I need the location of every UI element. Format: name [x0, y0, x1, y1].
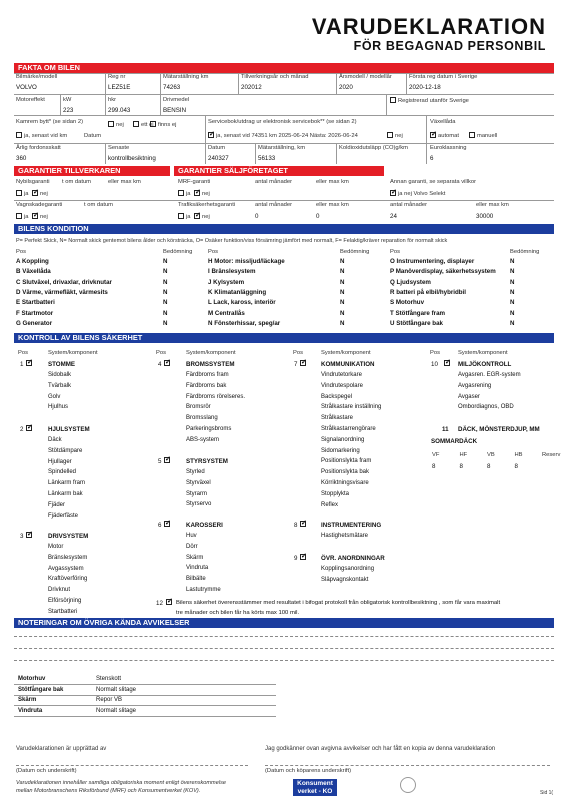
kov-logo-line-2: verket - KO: [297, 787, 333, 795]
footer-right-label: Jag godkänner ovan avgivna avvikelser och har fått en kopia av denna varudeklaration: [265, 746, 496, 752]
safety-item: Länkarm fram: [48, 480, 86, 487]
safety-item: Positionslykta bak: [321, 469, 370, 476]
brand-value: VOLVO: [16, 84, 37, 91]
gear-manual-checkbox[interactable]: [469, 132, 497, 139]
condition-item-label: Q Ljudsystem: [390, 278, 431, 286]
condition-item-label: P Manöverdisplay, säkerhetssystem: [390, 268, 496, 276]
safety-item: Parkeringsbroms: [186, 426, 232, 432]
traffic-km-label: eller max km: [316, 202, 349, 208]
other-warranty-label: Annan garanti, se separata villkor: [390, 179, 477, 185]
tyres-sub: SOMMARDÄCK: [431, 438, 478, 445]
note-value: Repor VB: [96, 697, 123, 703]
condition-item-label: R batteri på elbil/hybridbil: [390, 288, 466, 296]
safety-item: Fjäder: [48, 501, 66, 508]
condition-item-value: N: [510, 309, 515, 317]
safety-group-title: STYRSYSTEM: [186, 458, 228, 465]
safety-item: Avgassystem: [48, 565, 84, 572]
kw-label: kW: [63, 97, 72, 103]
other-months-value: 24: [390, 213, 397, 220]
tyre-col-label: HB: [514, 452, 523, 458]
safety-item: ABS-system: [186, 436, 220, 443]
safety-item: Däck: [48, 437, 62, 443]
p12-text-1: Bilens säkerhet överensstämmer med resultatet i bifogat protokoll från obligatorisk kontrollbesiktning , som får vara maximalt: [176, 600, 501, 606]
safety-item: Bromsrör: [186, 404, 211, 411]
condition-item-label: U Stötfångare bak: [390, 319, 443, 327]
safety-group-pos: 7: [294, 361, 298, 368]
tyres-pos: 11: [442, 426, 449, 433]
tyre-col-label: VB: [487, 452, 495, 458]
mrf-yes-checkbox[interactable]: [178, 190, 191, 197]
condition-item-label: G Generator: [16, 319, 53, 327]
safety-item: Motor: [48, 544, 64, 550]
mrf-label: MRF-garanti: [178, 179, 211, 185]
safety-item: Bromsslang: [186, 415, 218, 422]
condition-item-value: N: [510, 258, 515, 265]
safety-item: Hjullager: [48, 458, 72, 465]
note-value: Normalt slitage: [96, 686, 137, 693]
kov-logo-line-1: Konsument: [297, 780, 333, 787]
condition-item-value: N: [340, 299, 345, 307]
mrf-yes-label: ja: [186, 191, 191, 197]
footer-right-sign: (Datum och köparens underskrift): [265, 768, 352, 774]
belt-na-checkbox[interactable]: [150, 121, 176, 128]
safety-item: Styrarm: [186, 490, 207, 497]
safety-col-pos: Pos: [18, 350, 28, 356]
cond-col-pos-2: Pos: [208, 249, 218, 255]
body-to-label: t om datum: [84, 202, 113, 208]
first-reg-value: 2020-12-18: [409, 84, 441, 91]
safety-item: Positionslykta fram: [321, 458, 372, 465]
safety-item: Vindrutetorkare: [321, 372, 362, 378]
mfg-value: 202012: [241, 84, 262, 91]
safety-group-title: DRIVSYSTEM: [48, 533, 89, 540]
konsumentverket-logo: [293, 779, 337, 796]
condition-item-value: N: [340, 268, 345, 276]
condition-item-label: T Stötfångare fram: [390, 309, 446, 317]
safety-item: Startbatteri: [48, 608, 78, 615]
reg-value: LEZ51E: [108, 84, 131, 91]
traffic-months-label: antal månader: [255, 202, 293, 208]
safety-item: Skärm: [186, 554, 204, 561]
section-fakta-header: FAKTA OM BILEN: [14, 63, 554, 73]
brand-label: Bilmärke/modell: [16, 74, 58, 80]
abroad-label: Registrerad utanför Sverige: [398, 98, 469, 104]
model-year-value: 2020: [339, 84, 353, 91]
condition-item-value: N: [340, 288, 345, 296]
safety-group-pos: 1: [20, 361, 24, 368]
safety-item: Huv: [186, 533, 197, 539]
safety-group-title: MILJÖKONTROLL: [458, 361, 512, 368]
model-year-label: Årsmodell / modellår: [339, 74, 392, 80]
safety-item: Hjulhus: [48, 404, 69, 411]
kw-value: 223: [63, 107, 74, 114]
newcar-km-label: eller max km: [108, 179, 141, 185]
mrf-no-label: nej: [202, 191, 210, 197]
footer-left-sign: (Datum och underskrift): [16, 768, 77, 774]
insp-date-label: Datum: [208, 145, 226, 151]
safety-group-pos: 3: [20, 533, 24, 540]
safety-item: Avgaser: [458, 393, 480, 400]
service-yes-checkbox[interactable]: [208, 132, 358, 139]
condition-item-label: L Lack, kaross, interiör: [208, 299, 276, 307]
condition-item-label: I Bränslesystem: [208, 268, 256, 276]
safety-col-sys: System/komponent: [48, 350, 98, 356]
condition-legend: P= Perfekt Skick, N= Normalt skick gentemot bilens ålder och körsträcka, O= Osäker funktion/viss försämring jämfört med normalt, F= Felaktig/kräver reparation för normalt skick: [16, 238, 448, 244]
condition-item-label: E Startbatteri: [16, 299, 55, 307]
safety-item: Färdbroms rörelseres.: [186, 393, 246, 400]
condition-item-label: D Värme, värmefläkt, värmesits: [16, 288, 108, 296]
safety-group-pos: 2: [20, 426, 24, 433]
safety-item: Sidomarkering: [321, 447, 360, 454]
body-warranty-label: Vagnskadegaranti: [16, 202, 63, 208]
traffic-no-checkbox[interactable]: [194, 213, 210, 220]
fuel-label: Drivmedel: [163, 97, 190, 103]
safety-col-sys-3: System/komponent: [321, 350, 371, 356]
abroad-checkbox[interactable]: [390, 97, 469, 104]
condition-item-label: A Koppling: [16, 258, 49, 265]
safety-item: Bilbälte: [186, 576, 206, 583]
tyre-col-label: VF: [432, 452, 440, 458]
safety-item: Strålkastarrengörare: [321, 426, 376, 432]
safety-item: Ombordiagnos, OBD: [458, 404, 514, 411]
condition-item-value: N: [510, 319, 515, 327]
traffic-km-value: 0: [316, 213, 320, 220]
newcar-no-checkbox[interactable]: [32, 190, 48, 197]
tax-value: 360: [16, 155, 27, 162]
section-warranty-mfr-header: GARANTIER TILLVERKAREN: [14, 166, 170, 176]
safety-item: Strålkastare: [321, 415, 354, 422]
cond-col-bed-2: Bedömning: [340, 249, 370, 255]
other-km-label: eller max km: [476, 202, 509, 208]
condition-item-label: O Instrumentering, displayer: [390, 258, 475, 265]
condition-item-label: F Startmotor: [16, 309, 54, 317]
safety-item: Spindelled: [48, 469, 77, 476]
cond-col-bed: Bedömning: [163, 249, 193, 255]
condition-item-value: N: [163, 278, 168, 286]
service-label: Servicebok/utdrag ur elektronisk servicebok** (se sidan 2): [208, 119, 357, 125]
safety-group-checkbox[interactable]: [164, 360, 172, 367]
safety-group-title: KAROSSERI: [186, 522, 223, 529]
co2-label: Koldioxidutsläpp (CO)g/km: [339, 145, 408, 151]
safety-item: Lastutrymme: [186, 587, 221, 593]
condition-item-value: N: [340, 258, 345, 265]
safety-group-checkbox[interactable]: [300, 554, 308, 561]
safety-group-checkbox[interactable]: [26, 532, 34, 539]
other-months-label: antal månader: [390, 202, 428, 208]
hk-value: 299.043: [108, 107, 131, 114]
note-key: Stötfångare bak: [18, 686, 64, 693]
traffic-label: Trafiksäkerhetsgaranti: [178, 202, 236, 208]
safety-item: Styrled: [186, 469, 205, 475]
body-yes-label: ja: [24, 214, 29, 220]
cond-col-pos-3: Pos: [390, 249, 400, 255]
safety-item: Fjäderfäste: [48, 512, 79, 519]
belt-yes-checkbox[interactable]: [16, 132, 67, 139]
safety-group-checkbox[interactable]: [300, 360, 308, 367]
belt-label: Kamrem bytt* (se sidan 2): [16, 119, 84, 125]
condition-item-label: C Slutväxel, drivaxlar, drivknutar: [16, 278, 112, 286]
belt-na-label: finns ej: [158, 122, 177, 128]
note-key: Vindruta: [18, 707, 43, 714]
traffic-yes-label: ja: [186, 214, 191, 220]
safety-item: Bränslesystem: [48, 554, 88, 561]
tyres-head: DÄCK, MÖNSTERDJUP, MM: [458, 426, 540, 433]
traffic-months-value: 0: [255, 213, 259, 220]
body-no-label: nej: [40, 214, 48, 220]
safety-item: Backspegel: [321, 393, 353, 400]
section-notes-header: NOTERINGAR OM ÖVRIGA KÄNDA AVVIKELSER: [14, 618, 554, 628]
safety-group-pos: 5: [158, 458, 162, 465]
last-inspection-value: kontrollbesiktning: [108, 155, 156, 162]
belt-yes-label: ja, senast vid km: [24, 133, 68, 139]
condition-item-value: N: [510, 268, 515, 276]
condition-item-value: N: [163, 268, 168, 276]
mrf-km-label: eller max km: [316, 179, 349, 185]
condition-item-value: N: [510, 288, 515, 296]
condition-item-value: N: [163, 288, 168, 296]
service-yes-label: ja, senast vid 74351 km 2025-06-24 Nästa: 2026-06-24: [216, 133, 358, 139]
service-no-checkbox[interactable]: [387, 132, 403, 139]
mileage-label: Mätarställning km: [163, 74, 209, 80]
safety-item: Styrväxel: [186, 479, 211, 486]
tyre-col-value: 8: [487, 463, 491, 470]
safety-group-pos: 6: [158, 522, 162, 529]
safety-item: Kraftöverföring: [48, 576, 88, 583]
safety-col-sys-4: System/komponent: [458, 350, 508, 356]
fuel-value: BENSIN: [163, 107, 187, 114]
safety-group-title: INSTRUMENTERING: [321, 522, 382, 529]
reg-label: Reg nr: [108, 74, 126, 80]
safety-col-pos-4: Pos: [430, 350, 440, 356]
mfg-label: Tillverkningsår och månad: [241, 74, 309, 80]
safety-group-checkbox[interactable]: [300, 521, 308, 528]
page-subtitle: FÖR BEGAGNAD PERSONBIL: [353, 39, 546, 53]
safety-group-pos: 10: [431, 361, 438, 368]
safety-col-pos-2: Pos: [156, 350, 166, 356]
condition-item-label: B Växellåda: [16, 268, 51, 276]
signature-line-buyer[interactable]: [265, 765, 550, 766]
p12-checkbox[interactable]: [166, 599, 174, 606]
tyre-col-label: Reserv: [542, 452, 561, 458]
power-label: Motoreffekt: [16, 97, 45, 103]
last-inspection-label: Senaste: [108, 145, 130, 151]
belt-ej-label: ett ej: [141, 122, 154, 128]
safety-item: Dörr: [186, 543, 198, 550]
gear-label: Växellåda: [430, 119, 456, 125]
safety-item: Signalanordning: [321, 436, 365, 443]
safety-group-title: HJULSYSTEM: [48, 426, 90, 433]
belt-no-checkbox[interactable]: [108, 121, 124, 128]
newcar-yes-label: ja: [24, 191, 29, 197]
safety-group-title: ÖVR. ANORDNINGAR: [321, 555, 385, 562]
other-km-value: 30000: [476, 213, 494, 220]
tyre-col-value: 8: [514, 463, 518, 470]
mrf-no-checkbox[interactable]: [194, 190, 210, 197]
traffic-no-label: nej: [202, 214, 210, 220]
newcar-label: Nybilsgaranti: [16, 179, 50, 185]
safety-col-pos-3: Pos: [293, 350, 303, 356]
hk-label: hkr: [108, 97, 117, 103]
safety-item: Kopplingsanordning: [321, 566, 375, 572]
cond-col-bed-3: Bedömning: [510, 249, 540, 255]
safety-group-pos: 8: [294, 522, 298, 529]
safety-item: Tvärbalk: [48, 382, 72, 389]
safety-item: Hastighetsmätare: [321, 533, 369, 539]
signature-line-seller[interactable]: [16, 765, 248, 766]
footer-note-2: mellan Motorbranschens Riksförbund (MRF) och Konsumentverket (KOV).: [16, 788, 201, 794]
safety-item: Körriktningsvisare: [321, 480, 369, 486]
note-value: Stenskott: [96, 676, 122, 682]
safety-item: Strålkastare inställning: [321, 404, 382, 411]
safety-item: Drivknut: [48, 587, 71, 594]
newcar-to-label: t om datum: [62, 179, 91, 185]
gear-manual-label: manuell: [477, 133, 498, 139]
other-warranty-value: ja nej Volvo Selekt: [398, 191, 446, 197]
section-warranty-seller-header: GARANTIER SÄLJFÖRETAGET: [174, 166, 384, 176]
safety-item: Länkarm bak: [48, 491, 83, 497]
euro-label: Euroklassning: [430, 145, 467, 151]
note-key: Motorhuv: [18, 676, 46, 682]
note-key: Skärm: [18, 697, 37, 703]
safety-item: Färdbroms bak: [186, 382, 227, 389]
safety-group-checkbox[interactable]: [164, 457, 172, 464]
condition-item-value: N: [163, 299, 168, 307]
mileage-value: 74263: [163, 84, 181, 91]
safety-item: Reflex: [321, 501, 339, 508]
note-value: Normalt slitage: [96, 707, 137, 714]
condition-item-value: N: [163, 258, 168, 265]
condition-item-label: J Kylsystem: [208, 278, 245, 286]
safety-group-checkbox[interactable]: [444, 360, 452, 367]
p12-text-2: tre månader och bilen får ha körts max 100 mil.: [176, 610, 300, 616]
condition-item-value: N: [340, 309, 345, 317]
first-reg-label: Första reg datum i Sverige: [409, 74, 478, 80]
gear-auto-label: automat: [438, 133, 459, 139]
safety-item: Vindrutespolare: [321, 382, 363, 389]
safety-item: Elförsörjning: [48, 598, 82, 604]
condition-item-value: N: [163, 309, 168, 317]
safety-group-checkbox[interactable]: [26, 425, 34, 432]
other-warranty-checkbox[interactable]: [390, 190, 445, 197]
safety-item: Stötdämpare: [48, 447, 83, 454]
section-safety-header: KONTROLL AV BILENS SÄKERHET: [14, 333, 554, 343]
insp-km-value: 56133: [258, 155, 276, 162]
condition-item-label: S Motorhuv: [390, 299, 425, 307]
section-condition-header: BILENS KONDITION: [14, 224, 554, 234]
gear-auto-checkbox[interactable]: [430, 132, 459, 139]
footer-note-1: Varudeklarationen innehåller samtliga obligatoriska moment enligt överenskommelse: [16, 780, 226, 786]
safety-item: Styrservo: [186, 501, 212, 508]
euro-value: 6: [430, 155, 434, 162]
body-yes-checkbox[interactable]: [16, 213, 29, 220]
safety-item: Släpvagnskontakt: [321, 576, 369, 583]
safety-group-title: BROMSSYSTEM: [186, 361, 235, 368]
mrf-months-label: antal månader: [255, 179, 293, 185]
condition-item-label: H Motor: missljud/läckage: [208, 258, 285, 265]
belt-date-label: Datum: [84, 133, 102, 139]
condition-item-label: N Fönsterhissar, speg/ar: [208, 319, 281, 327]
service-no-label: nej: [395, 133, 403, 139]
condition-item-value: N: [163, 319, 168, 327]
page-number: Sid 1(: [540, 790, 554, 796]
safety-group-checkbox[interactable]: [164, 521, 172, 528]
tyre-col-value: 8: [459, 463, 463, 470]
tyre-col-label: HF: [459, 452, 468, 458]
safety-col-sys-2: System/komponent: [186, 350, 236, 356]
p12-pos: 12: [156, 600, 163, 607]
safety-group-title: KOMMUNIKATION: [321, 361, 375, 368]
page-title: VARUDEKLARATION: [311, 14, 546, 39]
condition-item-value: N: [510, 278, 515, 286]
safety-group-pos: 4: [158, 361, 162, 368]
safety-group-title: STOMME: [48, 361, 76, 368]
safety-item: Stopplykta: [321, 490, 350, 497]
newcar-yes-checkbox[interactable]: [16, 190, 29, 197]
newcar-no-label: nej: [40, 191, 48, 197]
safety-item: Avgasrening: [458, 382, 492, 389]
safety-group-pos: 9: [294, 555, 298, 562]
tyre-col-value: 8: [432, 463, 436, 470]
condition-item-label: K Klimatanläggning: [208, 288, 267, 296]
mrf-seal-icon: [400, 777, 416, 793]
safety-item: Sidobalk: [48, 372, 72, 378]
condition-item-value: N: [340, 319, 345, 327]
body-no-checkbox[interactable]: [32, 213, 48, 220]
safety-item: Golv: [48, 393, 61, 400]
belt-no-label: nej: [116, 122, 124, 128]
safety-item: Vindruta: [186, 565, 209, 572]
cond-col-pos: Pos: [16, 249, 26, 255]
condition-item-label: M Centrallås: [208, 309, 245, 317]
footer-left-label: Varudeklarationen är upprättad av: [16, 746, 107, 752]
traffic-yes-checkbox[interactable]: [178, 213, 191, 220]
safety-item: Avgasren. EGR-system: [458, 372, 521, 378]
condition-item-value: N: [510, 299, 515, 307]
insp-date-value: 240327: [208, 155, 229, 162]
condition-item-value: N: [340, 278, 345, 286]
safety-item: Färdbroms fram: [186, 372, 229, 378]
tax-label: Årlig fordonsskatt: [16, 145, 61, 151]
safety-group-checkbox[interactable]: [26, 360, 34, 367]
insp-km-label: Mätarställning, km: [258, 145, 306, 151]
